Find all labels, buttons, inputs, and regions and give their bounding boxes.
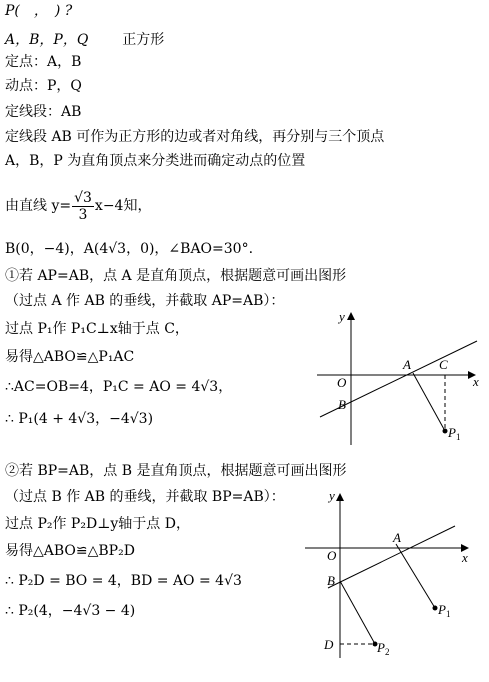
- line-equation: 由直线 y= $\frac{√3}{3}$ x−4知，: [5, 189, 152, 223]
- label-A: A: [393, 530, 401, 545]
- label-O: O: [337, 375, 347, 390]
- case1-step3: ∴AC=OB=4，P₁C = AO = 4√3，: [5, 379, 233, 395]
- segment-BP2: [340, 581, 375, 644]
- case1-note: （过点 A 作 AB 的垂线，并截取 AP=AB）：: [5, 293, 285, 309]
- line-AB: [328, 526, 455, 588]
- label-O: O: [327, 548, 337, 563]
- case1-title: ①若 AP=AB，点 A 是直角顶点，根据题意可画出图形: [5, 268, 347, 284]
- label-y: y: [339, 309, 345, 324]
- label-y: y: [329, 488, 335, 503]
- fixed-points-line: 定点：A，B: [5, 54, 82, 70]
- case2-step3: ∴ P₂D = BO = 4，BD = AO = 4√3: [5, 573, 242, 589]
- coordinates-line: B(0，−4)，A(4√3，0)，∠BAO=30°.: [5, 241, 254, 257]
- case2-note: （过点 B 作 AB 的垂线，并截取 BP=AB）：: [5, 489, 285, 505]
- label-A: A: [403, 357, 411, 372]
- fraction: $\frac{√3}{3}$: [74, 189, 92, 223]
- label-P1: $P_1$: [448, 425, 461, 442]
- label-B: B: [338, 397, 346, 412]
- case2-step1: 过点 P₂作 P₂D⊥y轴于点 D，: [5, 516, 190, 532]
- case2-step2: 易得△ABO≌△BP₂D: [5, 543, 135, 559]
- moving-points-line: 动点：P，Q: [5, 78, 82, 94]
- label-P2: $P_2$: [377, 640, 390, 657]
- explain-line-2: A，B，P 为直角顶点来分类进而确定动点的位置: [5, 153, 306, 169]
- figure-case1: [312, 305, 487, 455]
- case1-step1: 过点 P₁作 P₁C⊥x轴于点 C，: [5, 321, 189, 337]
- case2-step4: ∴ P₂(4，−4√3 − 4): [5, 603, 136, 619]
- label-P1: $P_1$: [438, 602, 451, 619]
- label-B: B: [327, 573, 335, 588]
- segment-AP1: [396, 544, 435, 608]
- case1-step4: ∴ P₁(4 + 4√3，−4√3): [5, 411, 154, 427]
- segment-AP1: [413, 373, 445, 431]
- label-x: x: [473, 374, 479, 389]
- point-P1: [443, 429, 448, 434]
- case1-step2: 易得△ABO≌△P₁AC: [5, 349, 135, 365]
- label-x: x: [462, 550, 468, 565]
- question-line: P( ， ) ?: [5, 3, 73, 19]
- explain-line-1: 定线段 AB 可作为正方形的边或者对角线，再分别与三个顶点: [5, 129, 385, 145]
- point-P1: [433, 606, 438, 611]
- label-D: D: [324, 637, 334, 652]
- label-C: C: [439, 357, 448, 372]
- case2-title: ②若 BP=AB，点 B 是直角顶点，根据题意可画出图形: [5, 463, 347, 479]
- fixed-segment-line: 定线段：AB: [5, 104, 82, 120]
- figure-case2: [300, 486, 480, 666]
- points-square-line: A，B，P，Q 正方形: [5, 32, 165, 48]
